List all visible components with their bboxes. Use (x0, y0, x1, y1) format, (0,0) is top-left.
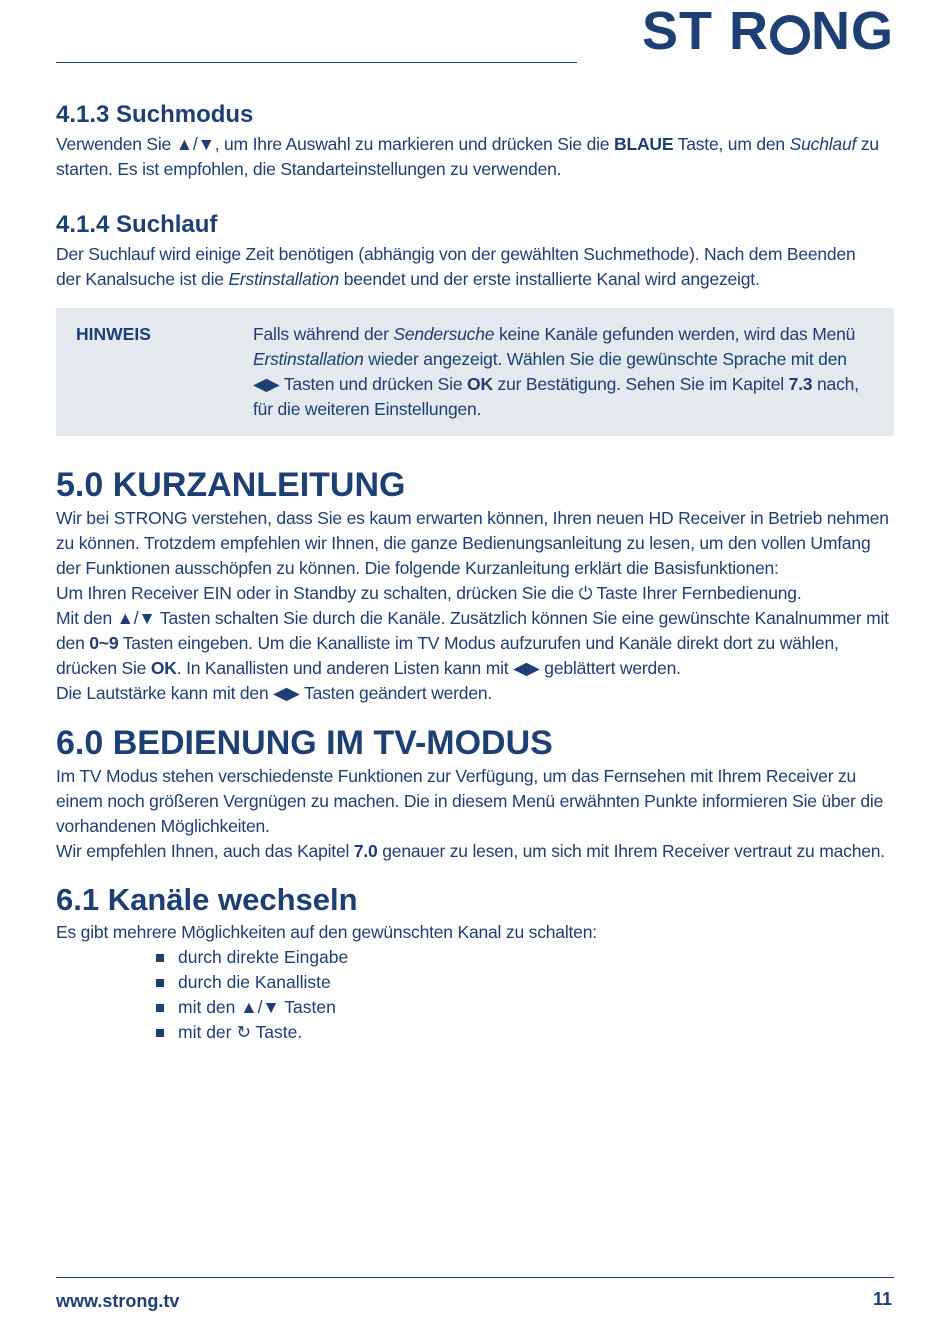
section-paragraph: Im TV Modus stehen verschiedenste Funktionen zur Verfügung, um das Fernsehen mit Ihrem Receiver zu einem noch größeren Vergnügen zu machen. Die in diesem Menü erwähnten Punkte informieren Sie über die vorhandenen Möglichkeiten. (56, 766, 884, 836)
section-paragraph: Um Ihren Receiver EIN oder in Standby zu schalten, drücken Sie die ⏻ Taste Ihrer Fernbedienung. (56, 583, 802, 603)
section-5-0 (56, 466, 894, 706)
chapter-title: 6.0 BEDIENUNG IM TV-MODUS (56, 724, 553, 762)
note-label: HINWEIS (76, 324, 151, 344)
section-paragraph: Wir empfehlen Ihnen, auch das Kapitel 7.0 genauer zu lesen, um sich mit Ihrem Receiver vertraut zu machen. (56, 841, 885, 861)
page-content (56, 100, 894, 1045)
section-paragraph: Verwenden Sie ▲/▼, um Ihre Auswahl zu markieren und drücken Sie die BLAUE Taste, um den Suchlauf zu starten. Es ist empfohlen, die Standarteinstellungen zu verwenden. (56, 134, 879, 179)
note-text: Falls während der Sendersuche keine Kanäle gefunden werden, wird das Menü Erstinstallation wieder angezeigt. Wählen Sie die gewünschte Sprache mit den ◀▶ Tasten und drücken Sie OK zur Bestätigung. Sehen Sie im Kapitel 7.3 nach, für die weiteren Einstellungen. (253, 324, 859, 419)
list-item: durch direkte Eingabe (154, 945, 894, 970)
section-paragraph: Wir bei STRONG verstehen, dass Sie es kaum erwarten können, Ihren neuen HD Receiver in Betrieb nehmen zu können. Trotzdem empfehlen wir Ihnen, die ganze Bedienungsanleitung zu lesen, um den vollen Umfang der Funktionen ausschöpfen zu können. Die folgende Kurzanleitung erklärt die Basisfunktionen: (56, 508, 889, 578)
section-6-0 (56, 724, 894, 864)
footer-url: www.strong.tv (56, 1291, 180, 1311)
footer-rule (56, 1277, 894, 1278)
page-number: 11 (872, 1289, 892, 1309)
section-paragraph: Mit den ▲/▼ Tasten schalten Sie durch die Kanäle. Zusätzlich können Sie eine gewünschte Kanalnummer mit den 0~9 Tasten eingeben. Um die Kanalliste im TV Modus aufzurufen und Kanäle direkt dort zu wählen, drücken Sie OK. In Kanallisten und anderen Listen kann mit ◀▶ geblättert werden. (56, 608, 889, 678)
section-paragraph: Der Suchlauf wird einige Zeit benötigen (abhängig von der gewählten Suchmethode). Nach dem Beenden der Kanalsuche ist die Erstinstallation beendet und der erste installierte Kanal wird angezeigt. (56, 244, 856, 289)
list-item: mit den ▲/▼ Tasten (154, 995, 894, 1020)
section-paragraph: Die Lautstärke kann mit den ◀▶ Tasten geändert werden. (56, 683, 493, 703)
strong-logo: ST R NG (641, 1, 894, 61)
bullet-list (56, 945, 894, 1045)
section-title: 6.1 Kanäle wechseln (56, 882, 358, 917)
section-title: 4.1.3 Suchmodus (56, 101, 254, 128)
header-rule (56, 62, 577, 63)
list-item: mit der ↻ Taste. (154, 1020, 894, 1045)
list-item: durch die Kanalliste (154, 970, 894, 995)
section-title: 4.1.4 Suchlauf (56, 211, 218, 238)
section-paragraph: Es gibt mehrere Möglichkeiten auf den gewünschten Kanal zu schalten: (56, 922, 597, 942)
section-4-1-3 (56, 100, 894, 182)
chapter-title: 5.0 KURZANLEITUNG (56, 466, 406, 504)
section-6-1 (56, 882, 894, 1045)
note-box (56, 308, 894, 436)
section-4-1-4 (56, 210, 894, 292)
